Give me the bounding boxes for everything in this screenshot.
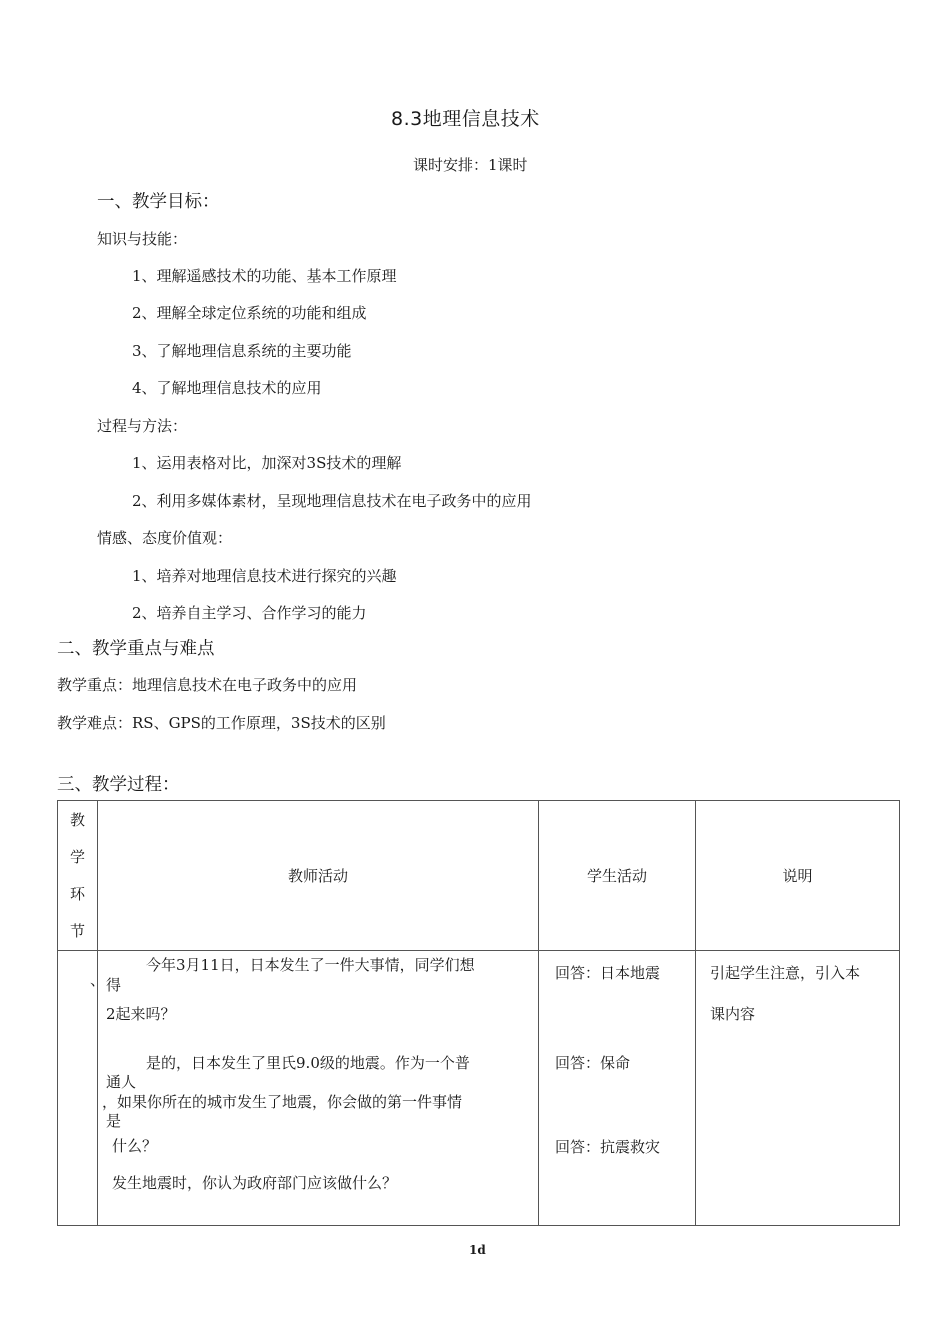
knowledge-item: 3、了解地理信息系统的主要功能: [132, 342, 352, 360]
process-item: 1、运用表格对比，加深对3S技术的理解: [132, 454, 402, 472]
section3-heading: 三、教学过程：: [57, 775, 180, 795]
stage-cell: [58, 951, 106, 1226]
notes-line: 引起学生注意，引入本: [710, 964, 861, 982]
notes-line: 课内容: [710, 1005, 756, 1023]
section1-heading: 一、教学目标：: [97, 192, 220, 212]
page-number: 1d: [469, 1243, 486, 1257]
knowledge-item: 1、理解遥感技术的功能、基本工作原理: [132, 267, 397, 285]
process-item: 2、利用多媒体素材，呈现地理信息技术在电子政务中的应用: [132, 492, 532, 510]
teacher-line: 今年3月11日，日本发生了一件大事情，同学们想: [146, 956, 475, 974]
stage-mark: 、: [90, 971, 106, 989]
difficulty-point: 教学难点：RS、GPS的工作原理，3S技术的区别: [57, 714, 386, 732]
process-label: 过程与方法：: [97, 417, 188, 435]
teacher-activity-header: 教师活动: [98, 801, 539, 951]
teacher-line: 得: [106, 976, 122, 994]
table-header-row: [58, 801, 900, 951]
emotion-item: 1、培养对地理信息技术进行探究的兴趣: [132, 567, 397, 585]
schedule-text: 课时安排：1课时: [413, 156, 528, 174]
teacher-line: 是: [106, 1112, 122, 1130]
teacher-line: 是的，日本发生了里氏9.0级的地震。作为一个普: [146, 1054, 470, 1072]
table-row: [58, 951, 900, 1226]
knowledge-item: 4、了解地理信息技术的应用: [132, 379, 322, 397]
stage-header-char: 环: [69, 884, 85, 903]
teacher-activity-cell: [98, 951, 539, 1226]
notes-cell: [696, 951, 900, 1226]
teacher-line: 发生地震时，你认为政府部门应该做什么？: [112, 1174, 398, 1192]
knowledge-label: 知识与技能：: [97, 230, 188, 248]
notes-header: 说明: [696, 801, 900, 951]
student-answer: 回答：日本地震: [555, 964, 661, 982]
teacher-line: ，如果你所在的城市发生了地震，你会做的第一件事情: [102, 1093, 463, 1111]
document-title: 8.3地理信息技术: [391, 108, 540, 130]
stage-header-char: 学: [69, 847, 85, 866]
teacher-line: 什么？: [112, 1137, 158, 1155]
stage-header-char: 节: [69, 921, 85, 940]
section2-heading: 二、教学重点与难点: [57, 639, 215, 659]
key-point: 教学重点：地理信息技术在电子政务中的应用: [57, 676, 358, 694]
student-activity-cell: [539, 951, 696, 1226]
emotion-label: 情感、态度价值观：: [97, 529, 233, 547]
student-answer: 回答：保命: [555, 1054, 631, 1072]
teacher-line: 2起来吗？: [106, 1005, 176, 1023]
stage-header-cell: [58, 801, 98, 951]
emotion-item: 2、培养自主学习、合作学习的能力: [132, 604, 367, 622]
teaching-process-table: [57, 800, 900, 1226]
teacher-line: 通人: [106, 1073, 137, 1091]
student-answer: 回答：抗震救灾: [555, 1138, 661, 1156]
student-activity-header: 学生活动: [539, 801, 696, 951]
knowledge-item: 2、理解全球定位系统的功能和组成: [132, 304, 367, 322]
stage-header-char: 教: [69, 810, 85, 829]
